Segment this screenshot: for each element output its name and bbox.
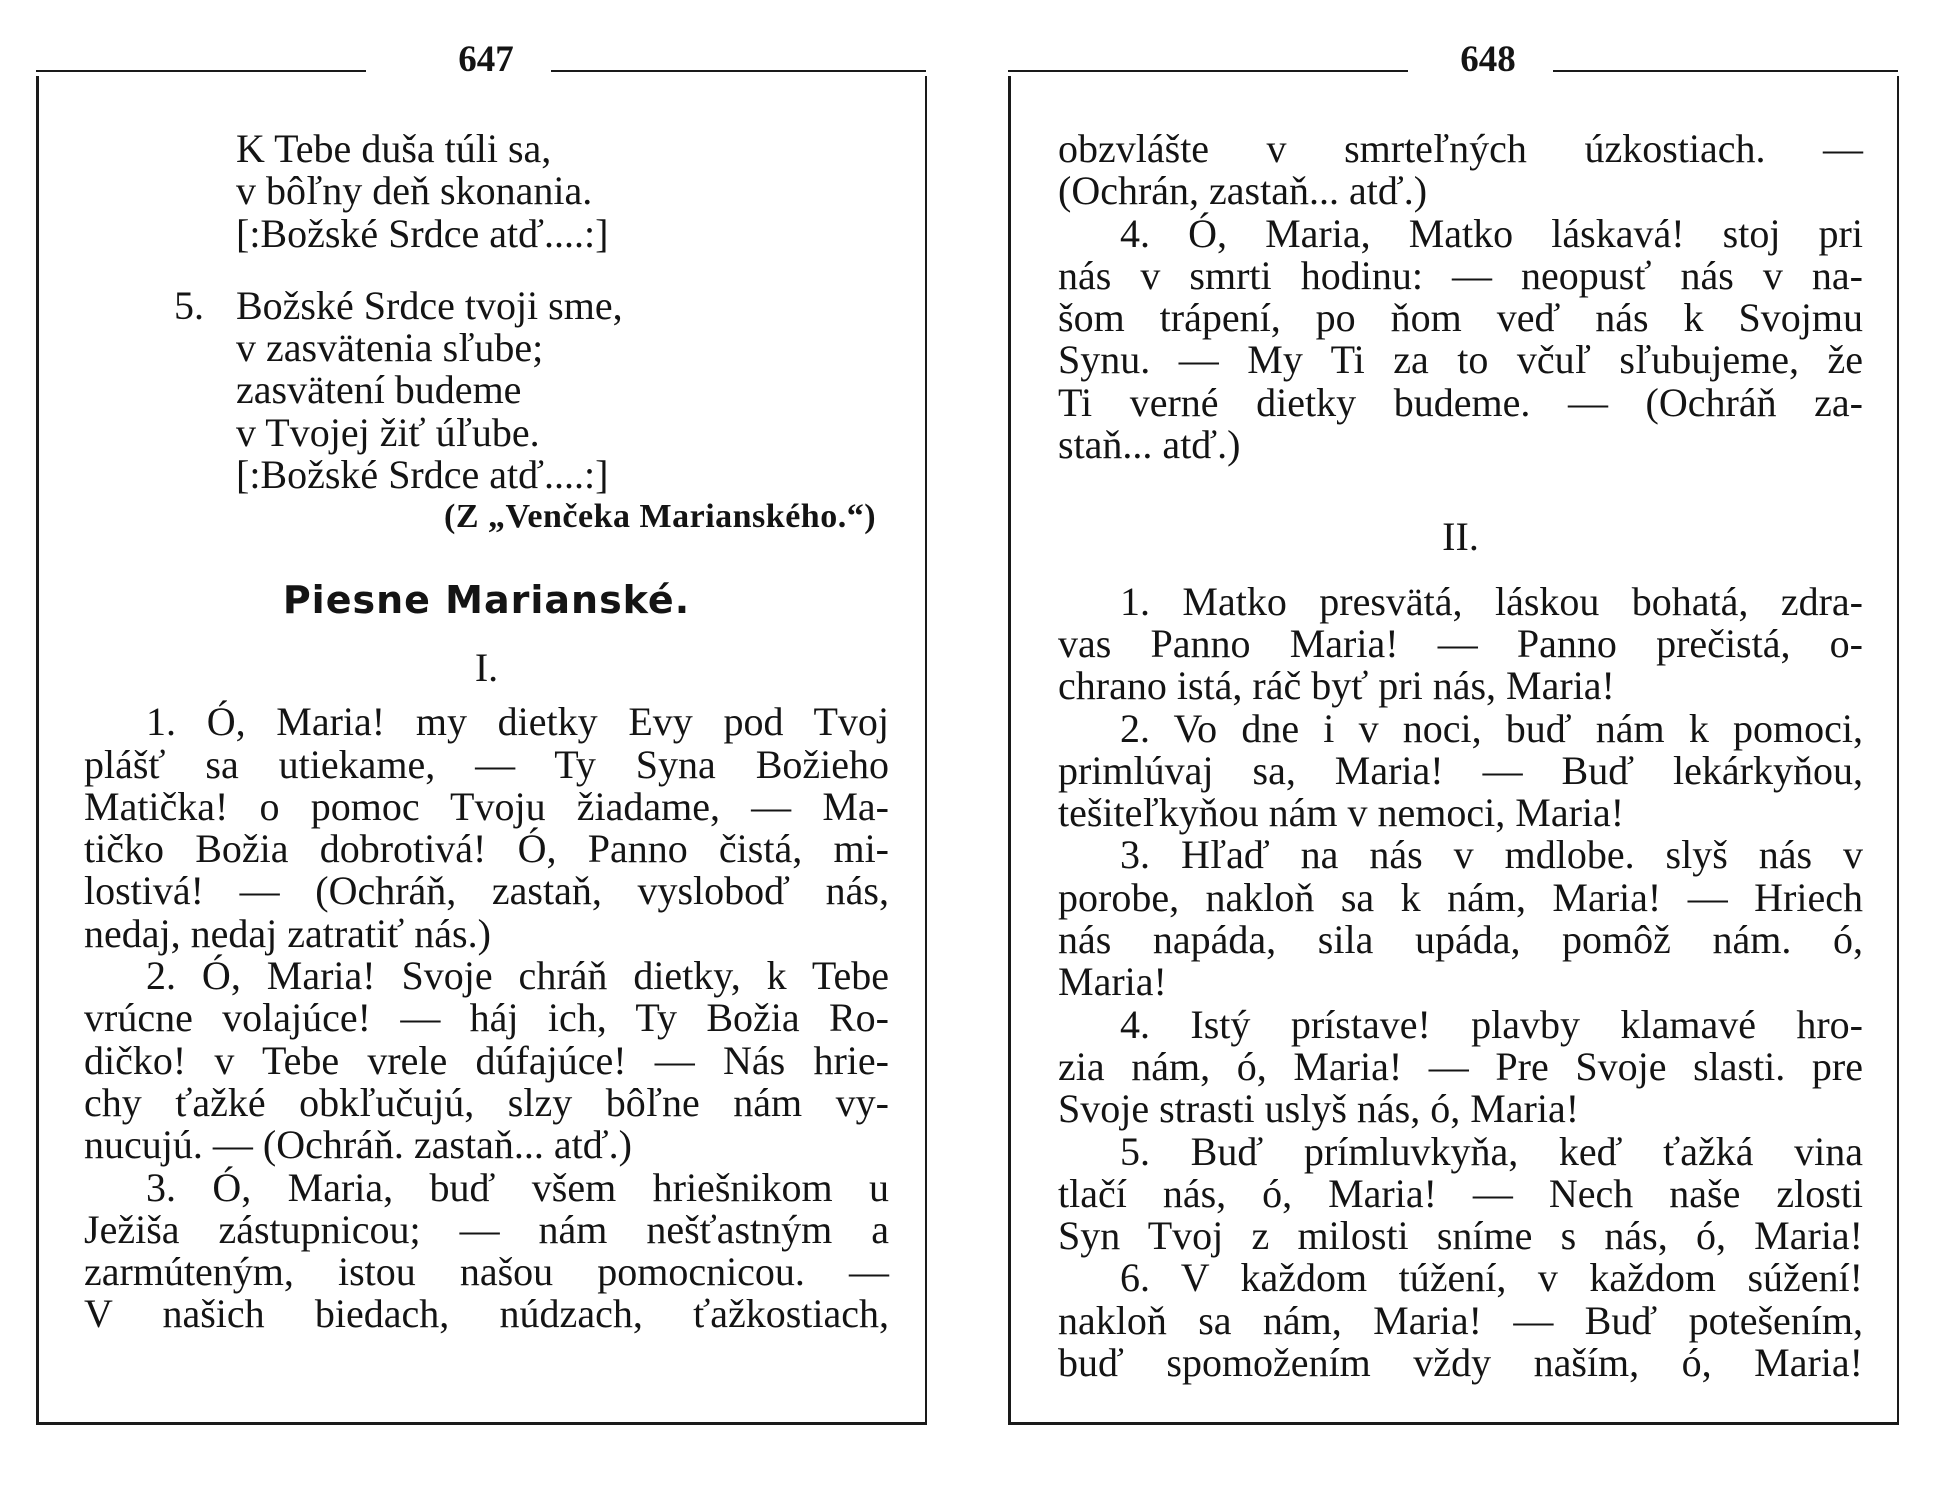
text-line: (Ochrán, zastaň... atď.) [1058,168,1428,214]
stanza-number: 5. [174,282,204,328]
verse-line: [:Božské Srdce atď....:] [236,452,609,498]
verse-line: K Tebe duša túli sa, [236,126,552,171]
text-line: Synu. — My Ti za to včuľ sľubujeme, že [1058,337,1863,383]
verse-line [84,282,889,328]
text-line: 2. Ó, Maria! Svoje chráň dietky, k Tebe [146,953,889,999]
text-line: 3. Hľaď na nás v mdlobe. slyš nás v [1120,832,1863,878]
text-line: 1. Ó, Maria! my dietky Evy pod Tvoj [146,699,889,745]
left-page [36,36,926,1426]
text-line: 6. V každom túžení, v každom súžení! [1120,1255,1863,1301]
section-heading: Piesne Marianské. [282,577,691,622]
text-line: nás napáda, sila upáda, pomôž nám. ó, [1058,917,1863,963]
text-line: Syn Tvoj z milosti sníme s nás, ó, Maria! [1058,1213,1863,1259]
text-line: vas Panno Maria! — Panno prečistá, o- [1058,620,1863,666]
source-citation: (Z „Venčeka Marianského.“) [444,498,877,536]
text-line: zia nám, ó, Maria! — Pre Svoje slasti. pre [1058,1043,1863,1089]
text-line: Maria! [1058,959,1167,1005]
text-line: 2. Vo dne i v noci, buď nám k pomoci, [1120,705,1863,751]
text-line: obzvlášte v smrteľných úzkostiach. — [1058,126,1863,171]
text-line: Ježiša zástupnicou; — nám nešťastným a [84,1206,889,1252]
left-text-body [84,128,889,1336]
text-line: nedaj, nedaj zatratiť nás.) [84,910,491,956]
text-line: porobe, nakloň sa k nám, Maria! — Hriech [1058,874,1863,920]
text-line: tlačí nás, ó, Maria! — Nech naše zlosti [1058,1170,1863,1216]
text-line: chy ťažké obkľučujú, slzy bôľne nám vy- [84,1079,889,1125]
verse-line: [:Božské Srdce atď....:] [236,210,609,256]
text-line: zarmúteným, istou našou pomocnicou. — [84,1249,889,1295]
text-line: 4. Ó, Maria, Matko láskavá! stoj pri [1120,210,1863,256]
text-line: 3. Ó, Maria, buď všem hriešnikom u [146,1164,889,1210]
text-line: lostivá! — (Ochráň, zastaň, vysloboď nás, [84,868,889,914]
text-line: V našich biedach, núdzach, ťažkostiach, [84,1291,889,1337]
page-number: 647 [458,39,514,80]
right-page [1008,36,1898,1426]
spacer [84,255,889,285]
header-rule-left [36,70,366,72]
text-line: šom trápení, po ňom veď nás k Svojmu [1058,295,1863,341]
text-line: nás v smrti hodinu: — neopusť nás v na- [1058,252,1863,298]
text-line: primlúvaj sa, Maria! — Buď lekárkyňou, [1058,747,1863,793]
verse-line: v zasvätenia sľube; [236,325,544,371]
right-text-body [1058,128,1863,1384]
text-line: nakloň sa nám, Maria! — Buď potešením, [1058,1297,1863,1343]
page-number: 648 [1460,39,1516,80]
header-rule-right [551,70,926,72]
text-line: tičko Božia dobrotivá! Ó, Panno čistá, mi- [84,826,889,872]
header-rule-right [1553,70,1898,72]
section-number: II. [1442,514,1479,560]
spacer [1058,466,1863,516]
text-line: nucujú. — (Ochráň. zastaň... atď.) [84,1122,632,1168]
text-line: Svoje strasti uslyš nás, ó, Maria! [1058,1086,1580,1132]
text-line: Matička! o pomoc Tvoju žiadame, — Ma- [84,783,889,829]
section-number: I. [474,644,499,690]
verse-line: v Tvojej žiť úľube. [236,409,540,455]
text-line: 4. Istý prístave! plavby klamavé hro- [1120,1001,1863,1047]
text-line: 1. Matko presvätá, láskou bohatá, zdra- [1120,578,1863,624]
text-line: Ti verné dietky budeme. — (Ochráň za- [1058,379,1863,425]
text-line: 5. Buď prímluvkyňa, keď ťažká vina [1120,1128,1863,1174]
verse-text: Božské Srdce tvoji sme, [236,282,623,328]
text-line: chrano istá, ráč byť pri nás, Maria! [1058,663,1615,709]
text-line: plášť sa utiekame, — Ty Syna Božieho [84,741,889,787]
verse-line: v bôľny deň skonania. [236,168,593,214]
text-line: buď spomožením vždy naším, ó, Maria! [1058,1340,1863,1386]
text-line: dičko! v Tebe vrele dúfajúce! — Nás hrie- [84,1037,889,1083]
text-line: tešiteľkyňou nám v nemoci, Maria! [1058,790,1625,836]
header-rule-left [1008,70,1408,72]
verse-line: zasvätení budeme [236,367,522,413]
text-line: staň... atď.) [1058,422,1241,468]
text-line: vrúcne volajúce! — háj ich, Ty Božia Ro- [84,995,889,1041]
